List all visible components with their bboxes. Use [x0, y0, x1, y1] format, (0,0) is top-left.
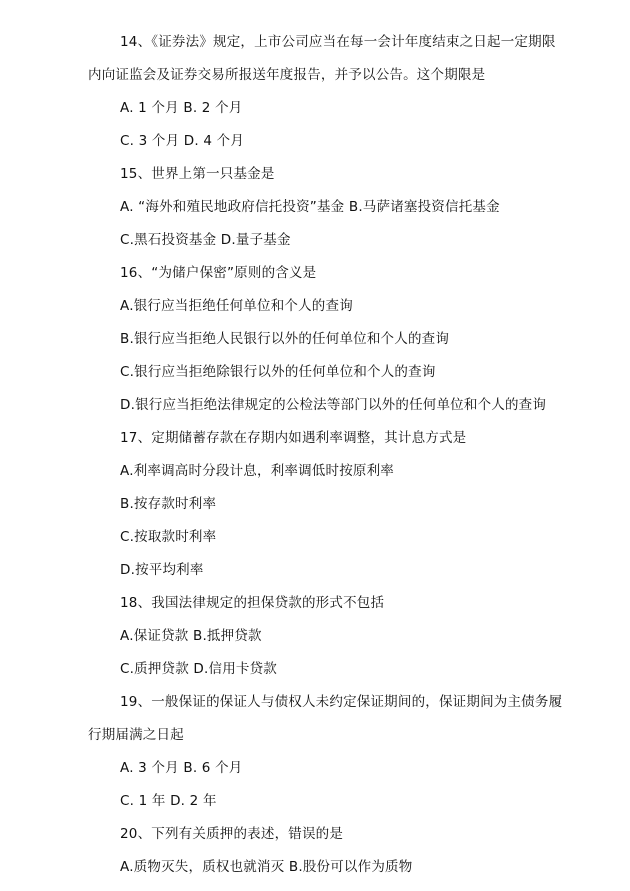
question-17-option-b: B.按存款时利率 — [120, 496, 217, 512]
question-16-option-a: A.银行应当拒绝任何单位和个人的查询 — [120, 298, 353, 314]
question-20-stem: 20、下列有关质押的表述，错误的是 — [120, 826, 344, 842]
question-16-option-d: D.银行应当拒绝法律规定的公检法等部门以外的任何单位和个人的查询 — [120, 397, 547, 413]
question-17-option-d: D.按平均利率 — [120, 562, 204, 578]
question-19-stem: 19、一般保证的保证人与债权人未约定保证期间的，保证期间为主债务履 — [120, 694, 563, 710]
question-16-stem: 16、“为储户保密”原则的含义是 — [120, 265, 317, 281]
question-14-options-cd: C. 3 个月 D. 4 个月 — [120, 133, 245, 149]
question-19-options-cd: C. 1 年 D. 2 年 — [120, 793, 217, 809]
question-19-stem-cont: 行期届满之日起 — [88, 727, 184, 743]
question-14-stem: 14、《证券法》规定，上市公司应当在每一会计年度结束之日起一定期限 — [120, 34, 556, 50]
question-14-stem-cont: 内向证监会及证券交易所报送年度报告，并予以公告。这个期限是 — [88, 67, 486, 83]
question-15-options-cd: C.黑石投资基金 D.量子基金 — [120, 232, 291, 248]
question-16-option-c: C.银行应当拒绝除银行以外的任何单位和个人的查询 — [120, 364, 436, 380]
question-20-options-ab: A.质物灭失，质权也就消灭 B.股份可以作为质物 — [120, 859, 413, 875]
question-17-stem: 17、定期储蓄存款在存期内如遇利率调整，其计息方式是 — [120, 430, 467, 446]
question-18-options-cd: C.质押贷款 D.信用卡贷款 — [120, 661, 277, 677]
question-17-option-c: C.按取款时利率 — [120, 529, 217, 545]
question-14-options-ab: A. 1 个月 B. 2 个月 — [120, 100, 243, 116]
question-17-option-a: A.利率调高时分段计息，利率调低时按原利率 — [120, 463, 394, 479]
question-18-options-ab: A.保证贷款 B.抵押贷款 — [120, 628, 262, 644]
question-19-options-ab: A. 3 个月 B. 6 个月 — [120, 760, 243, 776]
question-16-option-b: B.银行应当拒绝人民银行以外的任何单位和个人的查询 — [120, 331, 450, 347]
question-15-options-ab: A. “海外和殖民地政府信托投资”基金 B.马萨诸塞投资信托基金 — [120, 199, 500, 215]
question-18-stem: 18、我国法律规定的担保贷款的形式不包括 — [120, 595, 385, 611]
question-15-stem: 15、世界上第一只基金是 — [120, 166, 275, 182]
